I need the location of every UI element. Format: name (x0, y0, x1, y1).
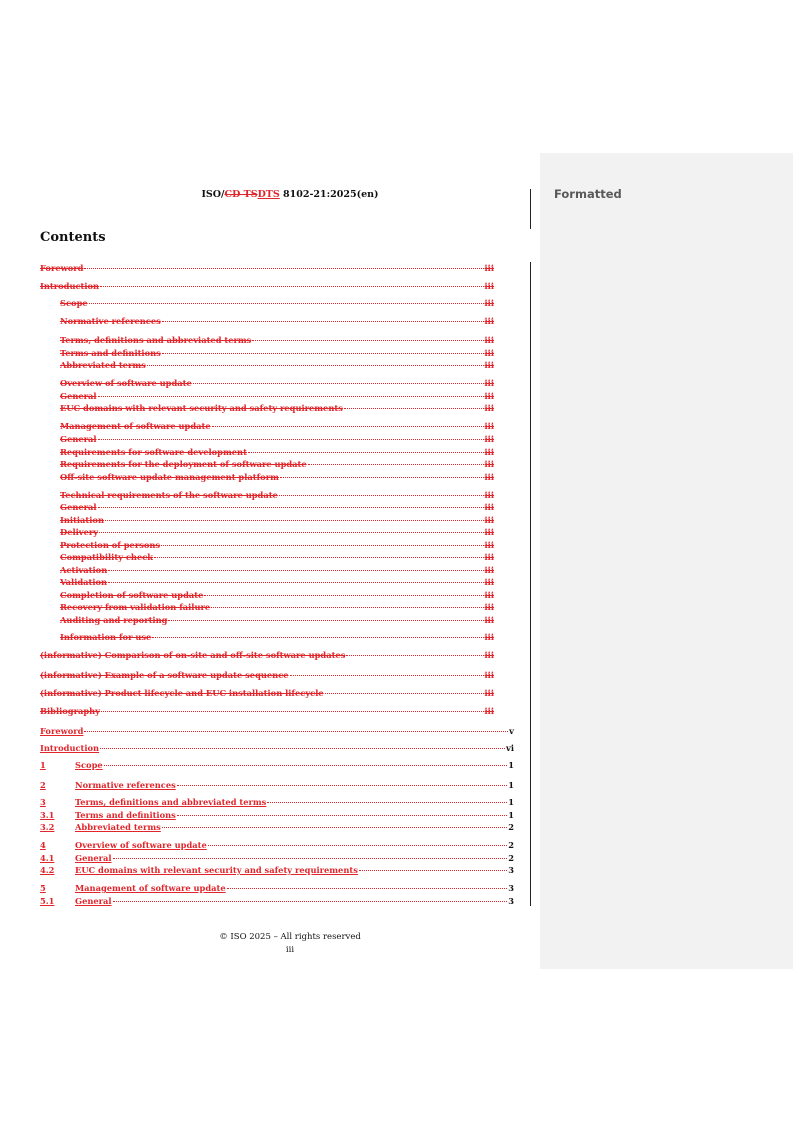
toc-entry[interactable] (40, 459, 494, 471)
toc-entry[interactable] (40, 883, 514, 895)
page-footer (40, 931, 540, 957)
toc-entry[interactable] (40, 378, 494, 390)
toc-entry-number: 4.2 (40, 865, 55, 875)
change-bar-toc (530, 262, 531, 906)
toc-leader-dots (177, 815, 507, 816)
toc-entry-page: 1 (508, 760, 514, 770)
toc-entry[interactable] (40, 810, 514, 822)
toc-leader-dots (108, 582, 483, 583)
toc-entry[interactable] (40, 472, 494, 484)
toc-entry-page: iii (484, 378, 494, 388)
toc-entry-page: iii (484, 490, 494, 500)
toc-entry[interactable] (40, 540, 494, 552)
toc-entry-page: 2 (508, 822, 514, 832)
toc-leader-dots (193, 383, 484, 384)
toc-leader-dots (162, 827, 507, 828)
toc-entry-page: 2 (508, 840, 514, 850)
toc-entry-number: 2 (40, 780, 46, 790)
comment-pane-label: Formatted (554, 187, 622, 201)
toc-entry[interactable] (40, 502, 494, 514)
toc-entry[interactable] (40, 421, 494, 433)
toc-entry-page: iii (484, 421, 494, 431)
toc-entry[interactable] (40, 577, 494, 589)
toc-entry[interactable] (40, 760, 514, 772)
toc-entry-page: iii (484, 590, 494, 600)
toc-leader-dots (147, 365, 484, 366)
toc-entry[interactable] (40, 853, 514, 865)
toc-entry-label: Validation (60, 577, 108, 587)
toc-entry-label: Introduction (40, 281, 100, 291)
toc-leader-dots (100, 286, 483, 287)
toc-entry-page: 3 (508, 883, 514, 893)
toc-entry[interactable] (40, 263, 494, 275)
toc-entry[interactable] (40, 650, 494, 662)
toc-entry-label: Technical requirements of the software update (60, 490, 278, 500)
toc-entry-label: Requirements for software development (60, 447, 247, 457)
toc-leader-dots (280, 477, 484, 478)
toc-entry-label: (informative) Product lifecycle and EUC installation lifecycle (40, 688, 324, 698)
toc-entry-page: iii (484, 434, 494, 444)
toc-entry-page: iii (484, 632, 494, 642)
toc-entry-label: Abbreviated terms (75, 822, 161, 832)
toc-entry[interactable] (40, 602, 494, 614)
toc-entry[interactable] (40, 391, 494, 403)
toc-entry[interactable] (40, 490, 494, 502)
toc-leader-dots (104, 765, 508, 766)
toc-leader-dots (108, 570, 483, 571)
toc-entry-number: 5.1 (40, 896, 55, 906)
toc-leader-dots (290, 675, 484, 676)
toc-entry[interactable] (40, 447, 494, 459)
toc-entry[interactable] (40, 896, 514, 908)
toc-entry-number: 3.1 (40, 810, 55, 820)
toc-entry[interactable] (40, 632, 494, 644)
toc-leader-dots (84, 731, 508, 732)
toc-leader-dots (99, 532, 483, 533)
toc-entry[interactable] (40, 797, 514, 809)
toc-entry[interactable] (40, 281, 494, 293)
toc-entry-page: iii (484, 670, 494, 680)
toc-entry[interactable] (40, 298, 494, 310)
toc-leader-dots (98, 507, 484, 508)
toc-entry-number: 3 (40, 797, 46, 807)
toc-entry-page: iii (484, 688, 494, 698)
toc-entry-page: iii (484, 615, 494, 625)
toc-entry[interactable] (40, 840, 514, 852)
toc-leader-dots (84, 268, 483, 269)
toc-entry-page: iii (484, 602, 494, 612)
toc-entry[interactable] (40, 688, 494, 700)
toc-entry-page: iii (484, 527, 494, 537)
toc-entry-page: iii (484, 298, 494, 308)
toc-leader-dots (100, 748, 505, 749)
document-header: ISO/CD TSDTS 8102-21:2025(en) (201, 189, 379, 200)
toc-entry[interactable] (40, 552, 494, 564)
toc-leader-dots (98, 396, 484, 397)
toc-entry-label: Scope (60, 298, 88, 308)
toc-entry[interactable] (40, 590, 494, 602)
toc-leader-dots (279, 495, 484, 496)
toc-entry-label: General (75, 896, 112, 906)
toc-entry[interactable] (40, 726, 514, 738)
toc-entry-label: Requirements for the deployment of software update (60, 459, 307, 469)
toc-entry[interactable] (40, 515, 494, 527)
toc-entry-page: iii (484, 706, 494, 716)
toc-leader-dots (89, 303, 484, 304)
toc-entry-label: Overview of software update (60, 378, 192, 388)
toc-entry-label: General (60, 502, 97, 512)
toc-leader-dots (212, 426, 484, 427)
toc-leader-dots (308, 464, 484, 465)
toc-entry-page: v (509, 726, 514, 736)
toc-entry-label: Initiation (60, 515, 104, 525)
toc-leader-dots (162, 321, 484, 322)
toc-entry-label: Terms and definitions (75, 810, 176, 820)
toc-entry-number: 4 (40, 840, 46, 850)
toc-entry-page: iii (484, 502, 494, 512)
toc-leader-dots (227, 888, 508, 889)
toc-entry[interactable] (40, 335, 494, 347)
toc-entry[interactable] (40, 348, 494, 360)
toc-entry-label: Foreword (40, 726, 84, 736)
page-number: iii (285, 945, 295, 955)
toc-entry-page: iii (484, 515, 494, 525)
toc-entry-page: iii (484, 281, 494, 291)
toc-entry-label: Protection of persons (60, 540, 161, 550)
toc-entry-label: Normative references (75, 780, 176, 790)
toc-entry-label: (informative) Example of a software update sequence (40, 670, 289, 680)
toc-entry-label: Scope (75, 760, 103, 770)
toc-leader-dots (168, 620, 483, 621)
toc-entry-page: iii (484, 335, 494, 345)
toc-entry-page: iii (484, 552, 494, 562)
toc-entry-number: 4.1 (40, 853, 55, 863)
toc-entry-page: 3 (508, 896, 514, 906)
toc-leader-dots (346, 655, 483, 656)
toc-entry-page: iii (484, 447, 494, 457)
comment-pane (540, 153, 793, 969)
toc-entry-page: 1 (508, 780, 514, 790)
toc-entry[interactable] (40, 360, 494, 372)
toc-leader-dots (344, 408, 484, 409)
toc-leader-dots (101, 711, 484, 712)
toc-entry-label: General (60, 391, 97, 401)
toc-entry-label: Completion of software update (60, 590, 204, 600)
toc-entry[interactable] (40, 865, 514, 877)
toc-leader-dots (152, 637, 483, 638)
toc-entry-label: Terms, definitions and abbreviated terms (75, 797, 267, 807)
toc-entry[interactable] (40, 670, 494, 682)
toc-leader-dots (204, 595, 483, 596)
toc-leader-dots (154, 557, 483, 558)
toc-leader-dots (113, 901, 508, 902)
toc-entry-number: 3.2 (40, 822, 55, 832)
copyright-notice: © ISO 2025 – All rights reserved (219, 932, 361, 942)
toc-entry-label: Bibliography (40, 706, 101, 716)
toc-entry-page: iii (484, 348, 494, 358)
toc-entry-page: 1 (508, 810, 514, 820)
toc-leader-dots (162, 353, 484, 354)
toc-entry-page: iii (484, 565, 494, 575)
toc-entry[interactable] (40, 706, 494, 718)
toc-entry[interactable] (40, 780, 514, 792)
toc-leader-dots (113, 858, 508, 859)
toc-entry-label: Recovery from validation failure (60, 602, 211, 612)
toc-leader-dots (267, 802, 507, 803)
toc-entry-page: iii (484, 459, 494, 469)
toc-entry-page: iii (484, 360, 494, 370)
toc-entry-label: EUC domains with relevant security and safety requirements (60, 403, 343, 413)
toc-entry-label: EUC domains with relevant security and safety requirements (75, 865, 358, 875)
toc-entry-label: Management of software update (75, 883, 226, 893)
toc-entry-label: Activation (60, 565, 108, 575)
toc-entry[interactable] (40, 316, 494, 328)
toc-entry-page: vi (506, 743, 514, 753)
toc-entry-label: General (75, 853, 112, 863)
toc-leader-dots (161, 545, 483, 546)
toc-entry-page: 2 (508, 853, 514, 863)
toc-entry-label: Off-site software update management platform (60, 472, 279, 482)
toc-leader-dots (252, 340, 483, 341)
toc-entry-label: Delivery (60, 527, 99, 537)
toc-entry-label: Management of software update (60, 421, 211, 431)
inserted-text: DTS (257, 189, 280, 200)
toc-entry-page: iii (484, 391, 494, 401)
toc-leader-dots (105, 520, 484, 521)
toc-entry[interactable] (40, 615, 494, 627)
toc-entry-label: Abbreviated terms (60, 360, 146, 370)
toc-entry[interactable] (40, 527, 494, 539)
toc-entry-label: Information for use (60, 632, 152, 642)
toc-entry-page: iii (484, 316, 494, 326)
toc-entry-label: (informative) Comparison of on-site and off-site software updates (40, 650, 346, 660)
toc-entry-number: 5 (40, 883, 46, 893)
contents-title: Contents (40, 230, 106, 245)
toc-entry[interactable] (40, 434, 494, 446)
toc-entry-page: iii (484, 263, 494, 273)
toc-entry-page: iii (484, 403, 494, 413)
toc-entry-page: iii (484, 540, 494, 550)
toc-entry-page: 3 (508, 865, 514, 875)
toc-entry-label: Foreword (40, 263, 84, 273)
toc-entry[interactable] (40, 565, 494, 577)
toc-entry-label: Auditing and reporting (60, 615, 168, 625)
toc-entry-page: iii (484, 472, 494, 482)
toc-entry-label: Compatibility check (60, 552, 154, 562)
toc-leader-dots (208, 845, 507, 846)
toc-entry-page: iii (484, 650, 494, 660)
toc-entry-label: Overview of software update (75, 840, 207, 850)
toc-entry[interactable] (40, 403, 494, 415)
toc-entry-label: Terms and definitions (60, 348, 161, 358)
toc-leader-dots (98, 439, 484, 440)
toc-entry-label: General (60, 434, 97, 444)
toc-entry-page: 1 (508, 797, 514, 807)
toc-entry-label: Normative references (60, 316, 161, 326)
toc-leader-dots (359, 870, 507, 871)
toc-leader-dots (177, 785, 507, 786)
toc-entry-number: 1 (40, 760, 46, 770)
toc-entry[interactable] (40, 822, 514, 834)
deleted-text: CD TS (224, 189, 258, 200)
toc-leader-dots (325, 693, 484, 694)
toc-entry-label: Terms, definitions and abbreviated terms (60, 335, 252, 345)
toc-leader-dots (248, 452, 484, 453)
toc-entry[interactable] (40, 743, 514, 755)
toc-entry-page: iii (484, 577, 494, 587)
toc-leader-dots (211, 607, 483, 608)
toc-entry-label: Introduction (40, 743, 100, 753)
